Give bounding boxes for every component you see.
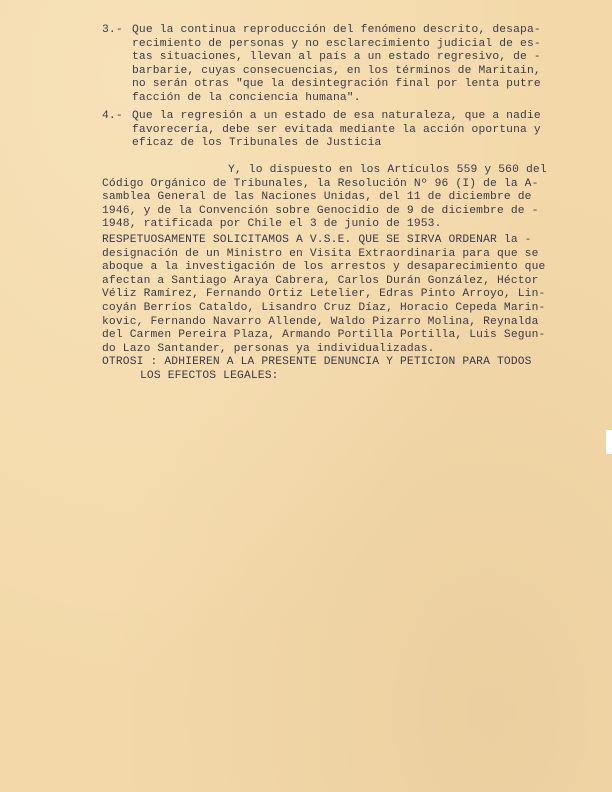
text-line: 1946, y de la Convención sobre Genocidio de 9 de diciembre de -	[102, 204, 539, 217]
scan-edge-mark	[606, 430, 612, 454]
text-line: LOS EFECTOS LEGALES:	[140, 369, 279, 382]
item-body	[132, 24, 572, 106]
text-line: designación de un Ministro en Visita Extraordinaria para que se	[102, 247, 539, 260]
numbered-item-3	[102, 24, 572, 106]
text-line: Que la regresión a un estado de esa naturaleza, que a nadie	[132, 110, 541, 122]
text-line: Código Orgánico de Tribunales, la Resolución Nº 96 (I) de la A-	[102, 177, 539, 190]
dispuesto-paragraph	[102, 164, 582, 232]
text-line: OTROSI : ADHIEREN A LA PRESENTE DENUNCIA Y PETICION PARA TODOS	[102, 356, 532, 368]
text-line: coyán Berríos Cataldo, Lisandro Cruz Díaz, Horacio Cepeda Marin-	[102, 301, 546, 314]
text-line: do Lazo Santander, personas ya individualizadas.	[102, 342, 435, 355]
solicitamos-paragraph	[102, 234, 582, 356]
numbered-item-4	[102, 110, 572, 151]
text-line: barbarie, cuyas consecuencias, en los términos de Maritain,	[132, 64, 541, 77]
text-line: facción de la conciencia humana".	[132, 91, 361, 104]
text-line: Y, lo dispuesto en los Artículos 559 y 560 del	[228, 164, 547, 176]
text-line: eficaz de los Tribunales de Justicia	[132, 137, 382, 150]
text-line: aboque a la investigación de los arrestos y desaparecimiento que	[102, 261, 546, 274]
text-line: recimiento de personas y no esclarecimiento judicial de es-	[132, 37, 541, 50]
text-line: afectan a Santiago Araya Cabrera, Carlos Durán González, Héctor	[102, 274, 539, 287]
text-line: favorecería, debe ser evitada mediante la acción oportuna y	[132, 123, 541, 136]
text-line: no serán otras "que la desintegración final por lenta putre	[132, 78, 541, 91]
text-line: kovic, Fernando Navarro Allende, Waldo Pizarro Molina, Reynalda	[102, 315, 539, 328]
text-line: Véliz Ramírez, Fernando Ortiz Letelier, Edras Pinto Arroyo, Lin-	[102, 288, 546, 301]
item-body	[132, 110, 572, 151]
otrosi-paragraph	[102, 356, 582, 383]
item-number: 3.-	[102, 24, 123, 36]
text-line: tas situaciones, llevan al país a un estado regresivo, de -	[132, 51, 541, 64]
text-line: samblea General de las Naciones Unidas, del 11 de diciembre de	[102, 191, 532, 204]
item-number: 4.-	[102, 110, 123, 122]
text-line: Que la continua reproducción del fenómeno descrito, desapa-	[132, 24, 541, 36]
text-line: 1948, ratificada por Chile el 3 de junio de 1953.	[102, 218, 442, 231]
text-line: del Carmen Pereira Plaza, Armando Portilla Portilla, Luis Segun-	[102, 329, 546, 342]
text-line: RESPETUOSAMENTE SOLICITAMOS A V.S.E. QUE SE SIRVA ORDENAR la -	[102, 234, 532, 246]
